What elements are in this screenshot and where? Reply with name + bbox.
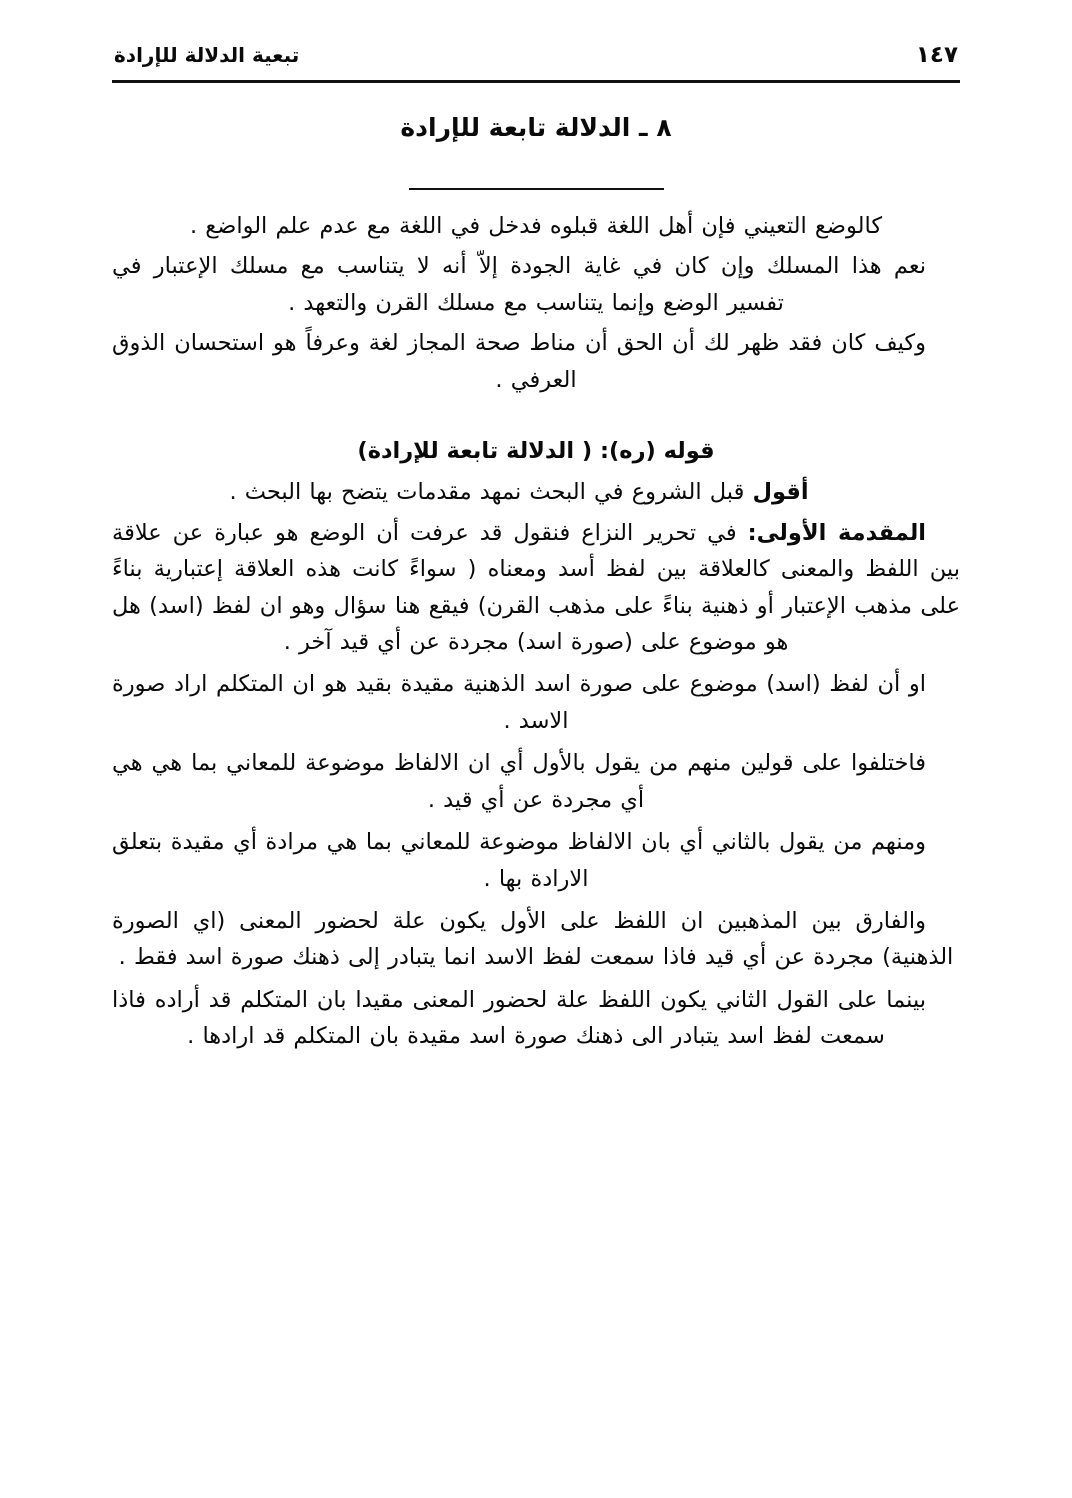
paragraph-4-text: قبل الشروع في البحث نمهد مقدمات يتضح بها البحث . (229, 479, 753, 506)
paragraph-1: كالوضع التعيني فإن أهل اللغة قبلوه فدخل في اللغة مع عدم علم الواضع . (189, 213, 883, 239)
paragraph-6: او أن لفظ (اسد) موضوع على صورة اسد الذهنية مقيدة بقيد هو ان المتكلم اراد صورة الاسد . (112, 671, 926, 734)
paragraph-10: بينما على القول الثاني يكون اللفظ علة لحضور المعنى مقيدا بان المتكلم قد أراده فاذا سمعت لفظ اسد يتبادر الى ذهنك صورة اسد مقيدة بان المتكلم قد ارادها . (112, 986, 926, 1050)
header-divider (112, 80, 960, 83)
premise-one-label: المقدمة الأولى: (747, 519, 927, 546)
running-header-title: تبعية الدلالة للإرادة (114, 43, 300, 67)
paragraph-5 (112, 515, 960, 661)
paragraph-4 (112, 474, 960, 510)
paragraph-9: والفارق بين المذهبين ان اللفظ على الأول يكون علة لحضور المعنى (اي الصورة الذهنية) مجردة عن أي قيد فاذا سمعت لفظ الاسد انما يتبادر إلى ذهنك صورة اسد فقط . (112, 908, 954, 971)
section-divider (409, 188, 664, 190)
quoted-statement: قوله (ره): ( الدلالة تابعة للإرادة) (357, 438, 715, 465)
paragraph-2: نعم هذا المسلك وإن كان في غاية الجودة إلاّ أنه لا يتناسب مع مسلك الإعتبار في تفسير الوضع وإنما يتناسب مع مسلك القرن والتعهد . (112, 253, 926, 316)
paragraph-7: فاختلفوا على قولين منهم من يقول بالأول أي ان الالفاظ موضوعة للمعاني بما هي هي أي مجردة عن أي قيد . (112, 750, 926, 813)
section-title: ٨ ـ الدلالة تابعة للإرادة (400, 113, 672, 142)
paragraph-4-lead: أقول (752, 479, 809, 506)
paragraph-3: وكيف كان فقد ظهر لك أن الحق أن مناط صحة المجاز لغة وعرفاً هو استحسان الذوق العرفي . (112, 330, 926, 393)
paragraph-5-text: في تحرير النزاع فنقول قد عرفت أن الوضع هو عبارة عن علاقة بين اللفظ والمعنى كالعلاقة بين لفظ أسد ومعناه ( سواءً كانت هذه العلاقة إعتبارية بناءً على مذهب الإعتبار أو ذهنية بناءً على مذهب القرن) فيقع هنا سؤال وهو ان لفظ (اسد) هل هو موضوع على (صورة اسد) مجردة عن أي قيد آخر . (112, 519, 960, 655)
running-header (112, 36, 960, 78)
paragraph-8: ومنهم من يقول بالثاني أي بان الالفاظ موضوعة للمعاني بما هي مرادة أي مقيدة بتعلق الارادة بها . (112, 829, 926, 892)
page-number: ١٤٧ (915, 42, 958, 68)
